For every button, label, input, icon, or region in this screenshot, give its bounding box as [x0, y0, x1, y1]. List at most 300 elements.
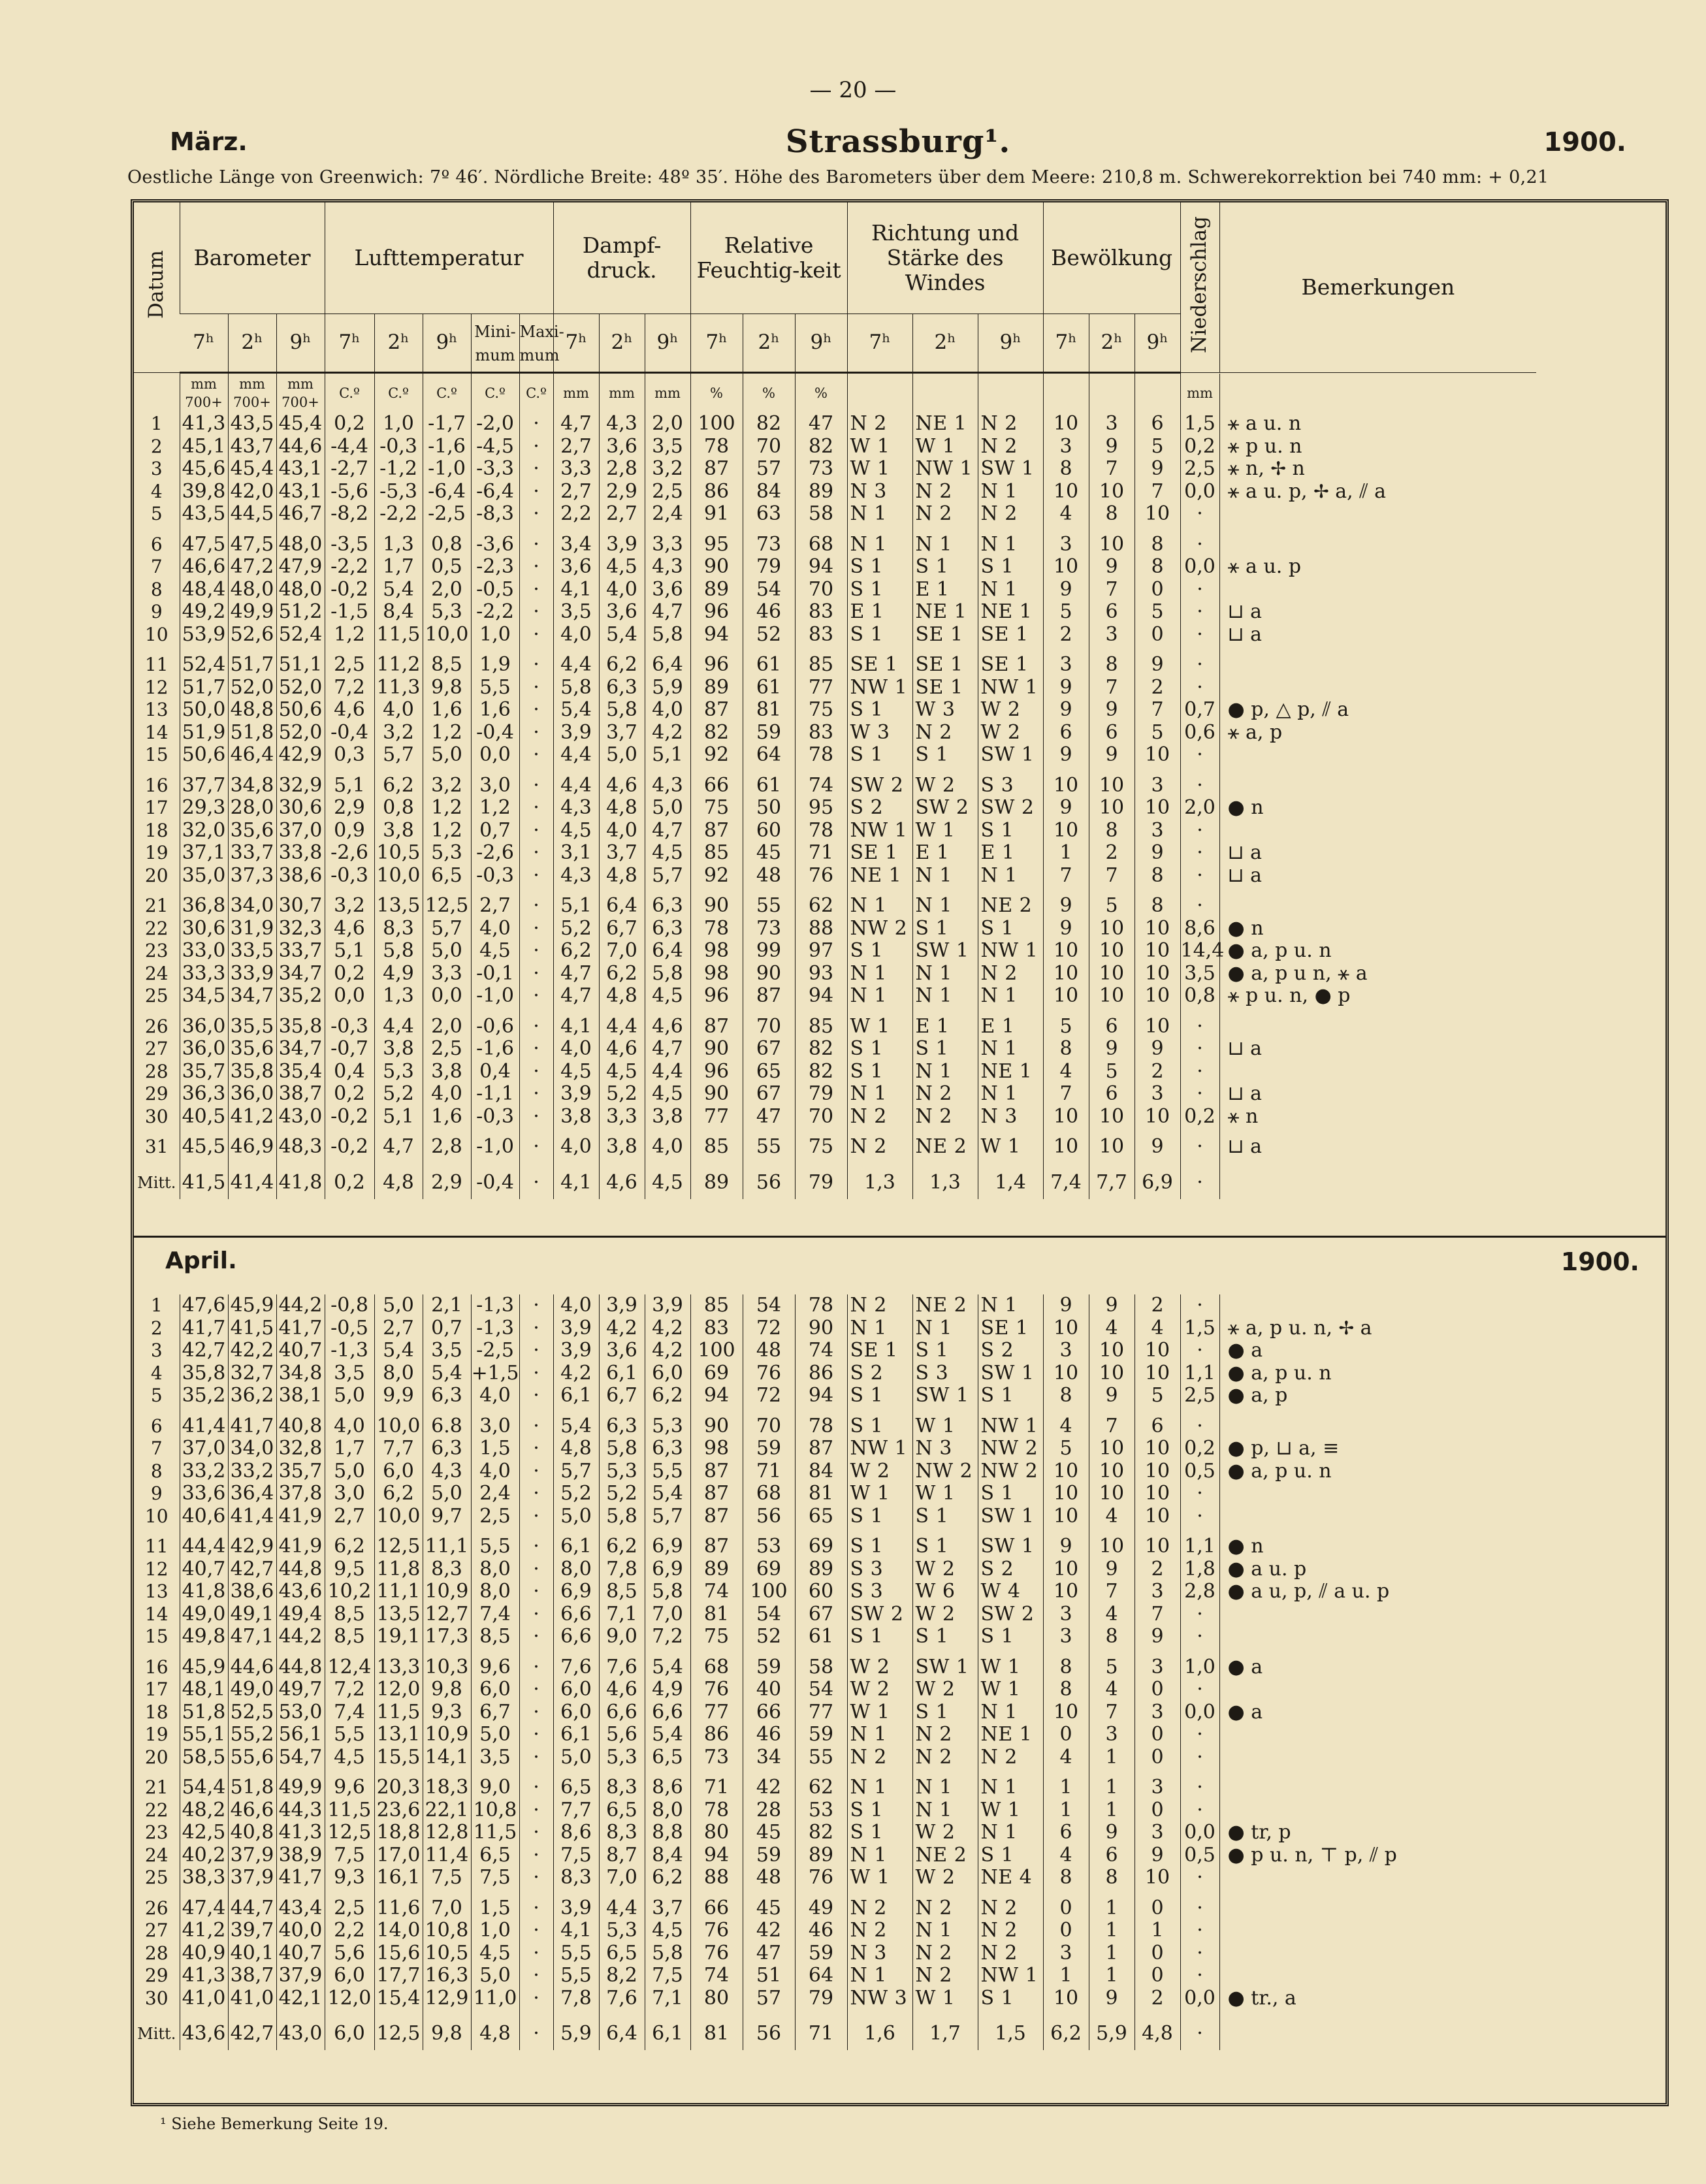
value-cell: 8,8	[645, 1822, 690, 1844]
wind-cell: W 1	[978, 1678, 1043, 1701]
wind-cell: SE 1	[978, 654, 1043, 677]
value-cell: 0	[1135, 1942, 1180, 1965]
sub-baro-7h: 7ʰ	[180, 314, 228, 373]
gap-cell	[228, 1769, 276, 1776]
wind-cell: N 3	[978, 1106, 1043, 1129]
value-cell: ·	[519, 699, 553, 722]
value-cell: 3	[1043, 1603, 1089, 1626]
day-cell: 5	[150, 503, 163, 525]
table-row	[134, 797, 1536, 820]
value-cell: 5,5	[471, 1535, 519, 1558]
value-cell: 77	[795, 677, 847, 699]
remark-cell: ⚹ a, p	[1219, 722, 1536, 745]
value-cell: ·	[1180, 1799, 1219, 1822]
value-cell: 4,3	[599, 413, 645, 436]
value-cell: 6	[1043, 722, 1089, 745]
value-cell: 10	[1089, 1106, 1135, 1129]
sub-wind-9h: 9ʰ	[978, 314, 1043, 373]
value-cell: 6,6	[599, 1701, 645, 1724]
value-cell: 48,2	[180, 1799, 228, 1822]
gap-cell	[374, 887, 423, 895]
value-cell: 7,5	[645, 1965, 690, 1987]
wind-cell: S 3	[847, 1581, 912, 1603]
value-cell: 5,6	[325, 1942, 374, 1965]
value-cell: 5,1	[645, 744, 690, 767]
value-cell: 6,2	[374, 1483, 423, 1505]
value-cell: 4,6	[325, 918, 374, 940]
wind-cell: N 1	[912, 865, 978, 888]
mean-cell: 71	[795, 2017, 847, 2050]
remark-cell	[1219, 1867, 1536, 1889]
value-cell: -1,0	[423, 458, 471, 481]
value-cell: ·	[1180, 624, 1219, 647]
value-cell: 3,0	[325, 1483, 374, 1505]
mean-cell: 4,1	[553, 1166, 599, 1199]
gap-cell	[134, 1889, 180, 1897]
gap-cell	[690, 1407, 743, 1415]
value-cell: ·	[519, 1919, 553, 1942]
value-cell: ·	[1180, 1083, 1219, 1106]
gap-cell	[743, 646, 795, 654]
value-cell: 4,0	[325, 1415, 374, 1438]
value-cell: 1	[1043, 842, 1089, 865]
gap-cell	[599, 1159, 645, 1166]
value-cell: 10	[1089, 1483, 1135, 1505]
value-cell: 33,2	[180, 1460, 228, 1483]
value-cell: 5,0	[423, 744, 471, 767]
value-cell: 59	[795, 1724, 847, 1746]
value-cell: 8	[1135, 895, 1180, 918]
wind-cell: W 1	[847, 1483, 912, 1505]
value-cell: 79	[743, 556, 795, 579]
value-cell: 9	[1089, 1987, 1135, 2010]
value-cell: 8	[1089, 654, 1135, 677]
value-cell: 36,3	[180, 1083, 228, 1106]
value-cell: 82	[795, 1061, 847, 1084]
value-cell: ·	[1180, 1942, 1219, 1965]
value-cell: 76	[743, 1362, 795, 1385]
wind-cell: NE 1	[912, 601, 978, 624]
day-cell: 8	[150, 578, 163, 600]
value-cell: 1	[1135, 1919, 1180, 1942]
value-cell: 9,8	[423, 677, 471, 699]
remark-cell	[1219, 1799, 1536, 1822]
value-cell: 38,3	[180, 1867, 228, 1889]
value-cell: 74	[795, 1340, 847, 1362]
value-cell: 3,6	[599, 436, 645, 458]
value-cell: -2,2	[374, 503, 423, 526]
remark-cell: ⚹ n, ✢ n	[1219, 458, 1536, 481]
value-cell: 8	[1089, 1867, 1135, 1889]
value-cell: 45	[743, 842, 795, 865]
table-row	[134, 654, 1536, 677]
value-cell: 49,4	[276, 1603, 325, 1626]
col-datum: Datum	[134, 202, 180, 373]
value-cell: 6.8	[423, 1415, 471, 1438]
wind-cell: N 2	[847, 1897, 912, 1920]
sub-bew-9h: 9ʰ	[1135, 314, 1180, 373]
gap-cell	[519, 1528, 553, 1535]
value-cell: 4,9	[374, 963, 423, 986]
value-cell: 3,4	[553, 534, 599, 556]
value-cell: 5,3	[599, 1919, 645, 1942]
gap-cell	[553, 1159, 599, 1166]
value-cell: 44,8	[276, 1656, 325, 1679]
remark-cell: ⊔ a	[1219, 865, 1536, 888]
value-cell: 5	[1043, 1016, 1089, 1038]
group-gap	[134, 1889, 1536, 1897]
mean-cell: 6,0	[325, 2017, 374, 2050]
gap-cell	[599, 1528, 645, 1535]
gap-cell	[134, 1128, 180, 1136]
gap-cell	[1135, 1159, 1180, 1166]
wind-cell: NW 2	[978, 1437, 1043, 1460]
value-cell: 33,6	[180, 1483, 228, 1505]
sub-dampf-2h: 2ʰ	[599, 314, 645, 373]
wind-cell: S 1	[978, 918, 1043, 940]
value-cell: 1,2	[471, 797, 519, 820]
remark-cell	[1219, 775, 1536, 797]
wind-cell: W 2	[912, 1867, 978, 1889]
value-cell: 37,7	[180, 775, 228, 797]
gap-cell	[228, 1407, 276, 1415]
value-cell: ·	[519, 1558, 553, 1581]
gap-cell	[912, 1159, 978, 1166]
value-cell: 5,8	[599, 699, 645, 722]
april-data-table	[134, 1294, 1536, 2050]
value-cell: 59	[743, 1437, 795, 1460]
value-cell: 33,3	[180, 963, 228, 986]
value-cell: 48,3	[276, 1136, 325, 1159]
day-cell: 25	[144, 985, 169, 1007]
value-cell: 0,3	[325, 744, 374, 767]
day-cell: 26	[144, 1897, 169, 1919]
value-cell: 7	[1135, 1603, 1180, 1626]
value-cell: 7,4	[471, 1603, 519, 1626]
mean-cell: 89	[690, 1166, 743, 1199]
value-cell: 1,8	[1180, 1558, 1219, 1581]
gap-cell	[912, 646, 978, 654]
value-cell: 15,5	[374, 1746, 423, 1769]
value-cell: ·	[1180, 1016, 1219, 1038]
value-cell: 74	[795, 775, 847, 797]
value-cell: -2,6	[325, 842, 374, 865]
wind-cell: S 1	[847, 624, 912, 647]
unit-cell: mm	[553, 374, 599, 413]
value-cell: 2,7	[553, 436, 599, 458]
value-cell: 14,0	[374, 1919, 423, 1942]
gap-cell	[795, 767, 847, 775]
gap-cell	[1043, 767, 1089, 775]
value-cell: 7,2	[645, 1626, 690, 1648]
value-cell: ·	[519, 556, 553, 579]
value-cell: 11,1	[374, 1581, 423, 1603]
value-cell: 38,9	[276, 1844, 325, 1867]
value-cell: 3	[1043, 1340, 1089, 1362]
value-cell: 61	[743, 654, 795, 677]
value-cell: 76	[795, 865, 847, 888]
value-cell: 2	[1135, 1294, 1180, 1317]
value-cell: ·	[519, 775, 553, 797]
value-cell: 38,7	[228, 1965, 276, 1987]
wind-cell: N 2	[912, 481, 978, 504]
value-cell: 6,3	[599, 677, 645, 699]
value-cell: 35,5	[228, 1016, 276, 1038]
value-cell: 96	[690, 1061, 743, 1084]
wind-cell: N 1	[912, 1776, 978, 1799]
value-cell: 4,7	[645, 820, 690, 843]
value-cell: 1	[1089, 1799, 1135, 1822]
unit-cell: %	[795, 374, 847, 413]
value-cell: 4,1	[553, 1016, 599, 1038]
value-cell: 8,0	[645, 1799, 690, 1822]
gap-cell	[228, 767, 276, 775]
wind-cell: S 1	[978, 1483, 1043, 1505]
value-cell: 11,3	[374, 677, 423, 699]
value-cell: 1,9	[471, 654, 519, 677]
unit-cell	[1219, 374, 1536, 413]
gap-cell	[795, 1889, 847, 1897]
value-cell: 55,1	[180, 1724, 228, 1746]
value-cell: ·	[519, 1460, 553, 1483]
gap-cell	[795, 526, 847, 534]
gap-cell	[374, 1159, 423, 1166]
wind-cell: N 2	[912, 1897, 978, 1920]
value-cell: 10,2	[325, 1581, 374, 1603]
value-cell: 10,5	[423, 1942, 471, 1965]
value-cell: 40,5	[180, 1106, 228, 1129]
value-cell: 0	[1135, 624, 1180, 647]
mean-cell: 7,7	[1089, 1166, 1135, 1199]
value-cell: -5,3	[374, 481, 423, 504]
wind-cell: S 1	[847, 1626, 912, 1648]
remark-cell: ● p, △ p, ⫽ a	[1219, 699, 1536, 722]
value-cell: -0,4	[325, 722, 374, 745]
value-cell: -6,4	[423, 481, 471, 504]
value-cell: 83	[795, 601, 847, 624]
value-cell: 6,4	[599, 895, 645, 918]
value-cell: 6	[1043, 1822, 1089, 1844]
day-cell: 12	[144, 1558, 169, 1580]
value-cell: 7	[1089, 1701, 1135, 1724]
mean-row	[134, 1166, 1536, 1199]
value-cell: 97	[795, 940, 847, 963]
value-cell: -2,3	[471, 556, 519, 579]
value-cell: 52,6	[228, 624, 276, 647]
value-cell: 2	[1089, 842, 1135, 865]
value-cell: 48	[743, 1867, 795, 1889]
wind-cell: S 1	[978, 1626, 1043, 1648]
gap-cell	[912, 1648, 978, 1656]
day-cell: 16	[144, 774, 169, 796]
sub-wind-7h: 7ʰ	[847, 314, 912, 373]
value-cell: 0,8	[374, 797, 423, 820]
value-cell: 87	[690, 1460, 743, 1483]
day-cell: 11	[144, 654, 169, 676]
value-cell: 68	[690, 1656, 743, 1679]
value-cell: ·	[519, 722, 553, 745]
gap-cell	[1135, 1889, 1180, 1897]
value-cell: -0,2	[325, 1106, 374, 1129]
value-cell: 4	[1043, 1415, 1089, 1438]
value-cell: 90	[690, 1415, 743, 1438]
day-cell: 20	[144, 1746, 169, 1768]
value-cell: 5,0	[325, 1460, 374, 1483]
value-cell: 51,7	[180, 677, 228, 699]
gap-cell	[374, 1889, 423, 1897]
value-cell: ·	[519, 413, 553, 436]
value-cell: 53,0	[276, 1701, 325, 1724]
gap-cell	[847, 526, 912, 534]
gap-cell	[180, 887, 228, 895]
wind-cell: SW 2	[847, 775, 912, 797]
value-cell: 10	[1043, 1558, 1089, 1581]
value-cell: 12,5	[374, 1535, 423, 1558]
value-cell: 64	[743, 744, 795, 767]
value-cell: 4	[1043, 503, 1089, 526]
gap-cell	[978, 1889, 1043, 1897]
value-cell: 5,4	[645, 1656, 690, 1679]
mean-cell: 6,9	[1135, 1166, 1180, 1199]
sub-feucht-9h: 9ʰ	[795, 314, 847, 373]
value-cell: 2,9	[325, 797, 374, 820]
gap-cell	[690, 1128, 743, 1136]
value-cell: 10	[1135, 797, 1180, 820]
value-cell: 10	[1089, 775, 1135, 797]
wind-cell: N 1	[912, 1799, 978, 1822]
remark-cell: ● tr, p	[1219, 1822, 1536, 1844]
table-row	[134, 1987, 1536, 2010]
value-cell: 1	[1089, 1965, 1135, 1987]
gap-cell	[180, 1159, 228, 1166]
value-cell: 10	[1135, 1106, 1180, 1129]
gap-cell	[471, 526, 519, 534]
value-cell: 40,7	[276, 1942, 325, 1965]
value-cell: 2,0	[1180, 797, 1219, 820]
group-gap	[134, 1769, 1536, 1776]
value-cell: 3	[1043, 534, 1089, 556]
value-cell: 3,9	[553, 1340, 599, 1362]
col-wind: Richtung und Stärke des Windes	[847, 202, 1043, 314]
day-cell: 29	[144, 1083, 169, 1105]
wind-cell: S 1	[912, 1626, 978, 1648]
value-cell: 3	[1043, 1626, 1089, 1648]
value-cell: 6,3	[423, 1385, 471, 1407]
value-cell: 11,1	[423, 1535, 471, 1558]
value-cell: 95	[795, 797, 847, 820]
value-cell: -1,3	[471, 1317, 519, 1340]
day-cell: 19	[144, 842, 169, 864]
gap-cell	[228, 2010, 276, 2017]
value-cell: ·	[1180, 503, 1219, 526]
value-cell: 7,0	[645, 1603, 690, 1626]
value-cell: 7,5	[553, 1844, 599, 1867]
wind-cell: S 1	[978, 1987, 1043, 2010]
gap-cell	[978, 1159, 1043, 1166]
gap-cell	[847, 887, 912, 895]
wind-cell: SW 1	[978, 744, 1043, 767]
value-cell: 3,5	[471, 1746, 519, 1769]
value-cell: 5,3	[423, 601, 471, 624]
value-cell: 75	[795, 699, 847, 722]
day-cell: 29	[144, 1965, 169, 1987]
value-cell: 4,0	[553, 1136, 599, 1159]
value-cell: 54	[743, 579, 795, 602]
value-cell: 4,8	[599, 797, 645, 820]
gap-cell	[1219, 1159, 1536, 1166]
value-cell: 10	[1043, 1106, 1089, 1129]
value-cell: 10	[1135, 1483, 1180, 1505]
gap-cell	[471, 1528, 519, 1535]
wind-cell: N 2	[978, 1897, 1043, 1920]
day-cell: 23	[144, 1822, 169, 1844]
gap-cell	[1180, 1159, 1219, 1166]
wind-cell: N 2	[978, 1919, 1043, 1942]
gap-cell	[978, 1769, 1043, 1776]
value-cell: 9,3	[325, 1867, 374, 1889]
wind-cell: SW 2	[847, 1603, 912, 1626]
value-cell: 6,3	[599, 1415, 645, 1438]
value-cell: 44,7	[228, 1897, 276, 1920]
value-cell: 48,0	[276, 579, 325, 602]
value-cell: 14,4	[1180, 939, 1225, 963]
col-lufttemperatur: Lufttemperatur	[325, 202, 553, 314]
wind-cell: S 3	[912, 1362, 978, 1385]
table-row	[134, 1558, 1536, 1581]
value-cell: 70	[795, 579, 847, 602]
value-cell: 4,0	[553, 624, 599, 647]
value-cell: 1	[1043, 1965, 1089, 1987]
value-cell: 23,6	[374, 1799, 423, 1822]
value-cell: 3,9	[553, 1317, 599, 1340]
value-cell: ·	[1180, 1136, 1219, 1159]
gap-cell	[1135, 646, 1180, 654]
value-cell: ·	[519, 1942, 553, 1965]
value-cell: 35,4	[276, 1061, 325, 1084]
gap-cell	[374, 1528, 423, 1535]
table-row	[134, 1483, 1536, 1505]
value-cell: 78	[795, 820, 847, 843]
value-cell: 11,2	[374, 654, 423, 677]
table-row	[134, 1038, 1536, 1061]
value-cell: ·	[519, 1136, 553, 1159]
value-cell: ·	[1180, 1038, 1219, 1061]
remark-cell	[1219, 895, 1536, 918]
gap-cell	[423, 2010, 471, 2017]
gap-cell	[1180, 1008, 1219, 1016]
value-cell: 59	[795, 1942, 847, 1965]
gap-cell	[1180, 646, 1219, 654]
value-cell: 4,5	[471, 1942, 519, 1965]
value-cell: 1,5	[1180, 413, 1219, 436]
value-cell: 7	[1135, 481, 1180, 504]
value-cell: ·	[519, 458, 553, 481]
value-cell: 2	[1135, 677, 1180, 699]
wind-cell: S 2	[847, 797, 912, 820]
value-cell: 69	[795, 1535, 847, 1558]
table-row	[134, 963, 1536, 986]
value-cell: ·	[519, 579, 553, 602]
value-cell: 6,0	[553, 1678, 599, 1701]
value-cell: 5,2	[553, 918, 599, 940]
value-cell: 9	[1043, 744, 1089, 767]
table-row	[134, 1437, 1536, 1460]
value-cell: 6,9	[645, 1535, 690, 1558]
value-cell: 42,5	[180, 1822, 228, 1844]
value-cell: 7	[1135, 699, 1180, 722]
value-cell: 5,8	[553, 677, 599, 699]
value-cell: ·	[519, 1799, 553, 1822]
